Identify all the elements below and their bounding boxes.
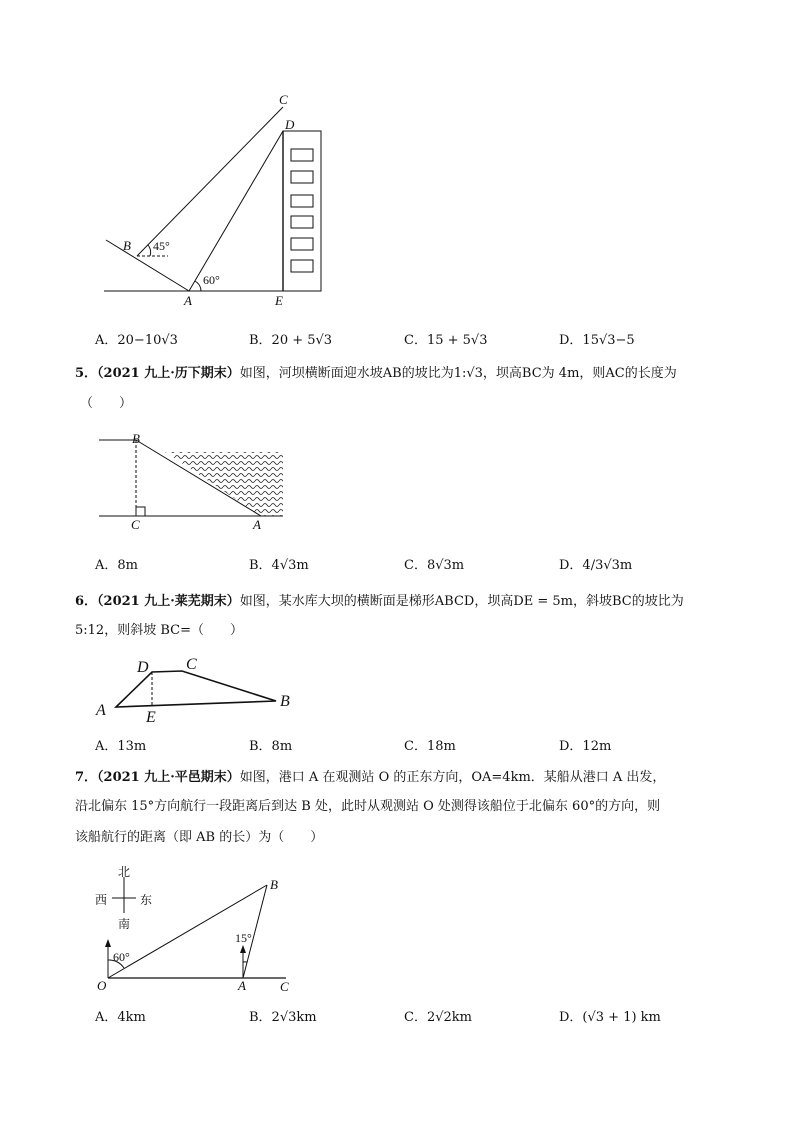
q7-compass-west: 西 (95, 893, 108, 907)
q4-option-b[interactable]: B．20 + 5√3 (249, 333, 333, 348)
q4-option-d[interactable]: D．15√3−5 (559, 333, 635, 348)
q7-option-c[interactable]: C．2√2km (404, 1010, 472, 1025)
q4-label-c: C (279, 92, 288, 107)
q4-option-c[interactable]: C．15 + 5√3 (404, 333, 488, 348)
q4-label-d: D (285, 117, 295, 132)
q7-option-d[interactable]: D．(√3 + 1) km (559, 1010, 661, 1025)
q5-option-d[interactable]: D．4/3√3m (559, 558, 633, 573)
q5-question-line2: （ ） (80, 396, 133, 411)
q7-label-b: B (270, 877, 278, 892)
q4-angle-60: 60° (203, 273, 220, 287)
q7-number: 7． (75, 770, 98, 785)
q7-question-line3: 该船航行的距离（即 AB 的长）为（ ） (75, 830, 324, 845)
q5-label-a: A (253, 517, 261, 532)
q6-question-line1 (75, 592, 684, 612)
q7-figure (90, 860, 305, 995)
q6-question-line2: 5:12，则斜坡 BC=（ ） (75, 623, 243, 638)
q7-compass-north: 北 (118, 865, 131, 879)
q6-label-c: C (186, 656, 197, 673)
q7-compass-east: 东 (140, 893, 153, 907)
q6-label-b: B (280, 693, 290, 710)
q5-option-c[interactable]: C．8√3m (404, 558, 465, 573)
q4-option-a[interactable]: A．20−10√3 (95, 333, 178, 348)
q5-source: （2021 九上·历下期末） (97, 366, 240, 381)
q6-label-e: E (146, 709, 156, 726)
q6-label-a: A (96, 702, 106, 719)
q6-number: 6． (75, 594, 98, 609)
q7-angle-15: 15° (235, 931, 252, 945)
q6-option-a[interactable]: A．13m (95, 739, 147, 754)
q7-source: （2021 九上·平邑期末） (97, 770, 240, 785)
q5-question-line1 (75, 364, 677, 384)
q7-label-a: A (238, 978, 246, 993)
q7-option-a[interactable]: A．4km (95, 1010, 146, 1025)
q7-angle-60: 60° (113, 950, 130, 964)
q7-question-line1 (75, 768, 665, 788)
q4-figure (100, 90, 340, 315)
q5-option-a[interactable]: A．8m (95, 558, 138, 573)
q6-figure (90, 650, 305, 725)
q7-text: 如图，港口 A 在观测站 O 的正东方向，OA=4km．某船从港口 A 出发， (239, 770, 666, 785)
q7-label-c: C (280, 979, 289, 994)
q7-option-b[interactable]: B．2√3km (249, 1010, 317, 1025)
q6-option-b[interactable]: B．8m (249, 739, 293, 754)
q7-compass-south: 南 (118, 917, 131, 931)
q4-angle-45: 45° (153, 239, 170, 253)
q5-label-b: B (132, 431, 140, 446)
q5-text: 如图，河坝横断面迎水坡AB的坡比为1:√3，坝高BC为 4m，则AC的长度为 (239, 366, 677, 381)
q6-option-d[interactable]: D．12m (559, 739, 612, 754)
q6-option-c[interactable]: C．18m (404, 739, 456, 754)
q4-label-b: B (123, 238, 131, 253)
q7-question-line2: 沿北偏东 15°方向航行一段距离后到达 B 处，此时从观测站 O 处测得该船位于北偏东 60°的方向，则 (75, 799, 661, 814)
q4-label-a: A (184, 293, 192, 308)
q6-source: （2021 九上·莱芜期末） (97, 594, 240, 609)
q4-label-e: E (275, 293, 283, 308)
q5-number: 5． (75, 366, 98, 381)
q5-figure (95, 430, 295, 535)
q6-label-d: D (137, 659, 149, 676)
q5-label-c: C (131, 517, 140, 532)
q6-text: 如图，某水库大坝的横断面是梯形ABCD，坝高DE = 5m，斜坡BC的坡比为 (239, 594, 684, 609)
q7-label-o: O (97, 978, 107, 993)
q5-option-b[interactable]: B．4√3m (249, 558, 309, 573)
